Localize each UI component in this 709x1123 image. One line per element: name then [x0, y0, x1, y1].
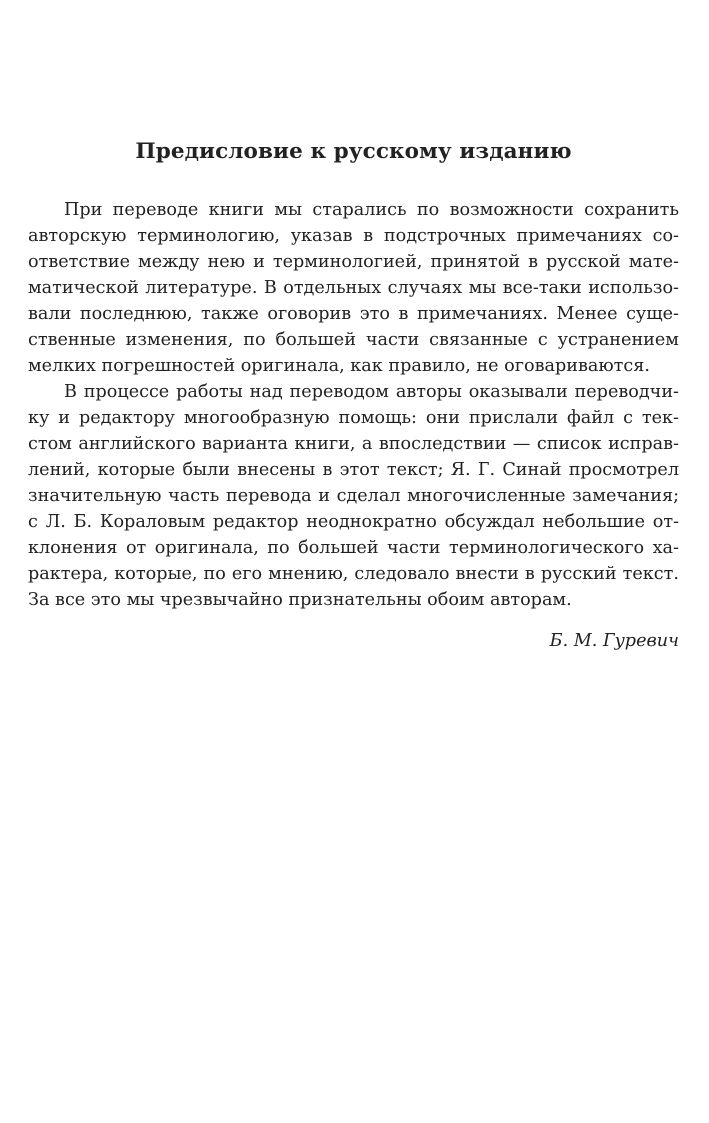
preface-body	[28, 197, 679, 613]
text-line: рактера, которые, по его мнению, следовало внести в русский текст.	[28, 564, 679, 584]
text-line: лений, которые были внесены в этот текст; Я. Г. Синай просмотрел	[28, 460, 679, 480]
text-line: мелких погрешностей оригинала, как правило, не оговариваются.	[28, 356, 650, 376]
text-line: клонения от оригинала, по большей части терминологического ха-	[28, 538, 679, 558]
text-line: ственные изменения, по большей части связанные с устранением	[28, 330, 679, 350]
author-signature: Б. М. Гуревич	[549, 631, 679, 651]
text-line: с Л. Б. Кораловым редактор неоднократно обсуждал небольшие от-	[28, 512, 679, 532]
text-line: За все это мы чрезвычайно признательны обоим авторам.	[28, 590, 572, 610]
text-line: В процессе работы над переводом авторы оказывали переводчи-	[64, 382, 679, 402]
text-line: ответствие между нею и терминологией, принятой в русской мате-	[28, 252, 679, 272]
text-line: стом английского варианта книги, а впоследствии — список исправ-	[28, 434, 679, 454]
text-line: ку и редактору многообразную помощь: они прислали файл с тек-	[28, 408, 679, 428]
text-line: авторскую терминологию, указав в подстрочных примечаниях со-	[28, 226, 679, 246]
paragraph-2	[28, 379, 679, 613]
page-title: Предисловие к русскому изданию	[135, 139, 572, 164]
text-line: При переводе книги мы старались по возможности сохранить	[64, 200, 679, 220]
text-line: вали последнюю, также оговорив это в примечаниях. Менее суще-	[28, 304, 679, 324]
paragraph-1	[28, 197, 679, 379]
text-line: значительную часть перевода и сделал многочисленные замечания;	[28, 486, 679, 506]
text-line: матической литературе. В отдельных случаях мы все-таки использо-	[28, 278, 679, 298]
